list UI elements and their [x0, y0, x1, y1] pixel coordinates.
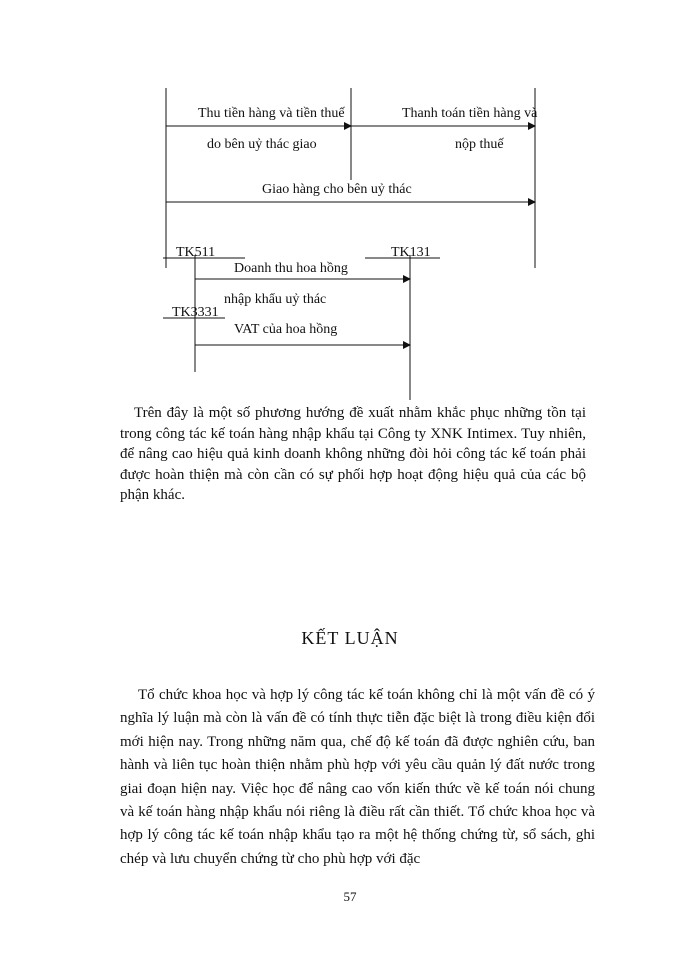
label-thu-tien-hang: Thu tiền hàng và tiền thuế	[198, 106, 345, 121]
label-nop-thue: nộp thuế	[455, 137, 504, 152]
label-do-ben-uy-thac: do bên uỷ thác giao	[207, 137, 317, 152]
label-tk3331: TK3331	[172, 305, 219, 320]
conclusion-title: KẾT LUẬN	[301, 628, 399, 648]
paragraph-conclusion: Tổ chức khoa học và hợp lý công tác kế toán không chỉ là một vấn đề có ý nghĩa lý luận mà còn là vấn đề có tính thực tiễn đặc biệt là trong điều kiện đổi mới hiện nay. Trong những năm qua, chế độ kế toán đã được nghiên cứu, ban hành và liên tục hoàn thiện nhằm phù hợp với yêu cầu quản lý đất nước trong giai đoạn hiện nay. Việc học để nâng cao vốn kiến thức về kế toán nói chung và kế toán hàng nhập khẩu nói riêng là điều rất cần thiết. Tổ chức khoa học và hợp lý công tác kế toán nhập khẩu tạo ra một hệ thống chứng từ, sổ sách, ghi chép và lưu chuyển chứng từ cho phù hợp với đặc	[120, 687, 595, 867]
paragraph-summary: Trên đây là một số phương hướng đề xuất nhằm khắc phục những tồn tại trong công tác kế toán hàng nhập khẩu tại Công ty XNK Intimex. Tuy nhiên, để nâng cao hiệu quả kinh doanh không những đòi hỏi công tác kế toán phải được hoàn thiện mà còn cần có sự phối hợp hoạt động hiệu quả của các bộ phận khác.	[120, 405, 586, 503]
accounting-flow-diagram	[0, 0, 700, 420]
label-tk511: TK511	[176, 245, 216, 260]
label-nhap-khau-uy-thac: nhập khẩu uỷ thác	[224, 292, 327, 307]
label-thanh-toan: Thanh toán tiền hàng và	[402, 106, 538, 121]
label-vat: VAT của hoa hồng	[234, 322, 338, 337]
page-number: 57	[343, 889, 357, 904]
label-giao-hang: Giao hàng cho bên uỷ thác	[262, 182, 412, 197]
label-tk131: TK131	[391, 245, 431, 260]
label-doanh-thu: Doanh thu hoa hồng	[234, 261, 348, 276]
